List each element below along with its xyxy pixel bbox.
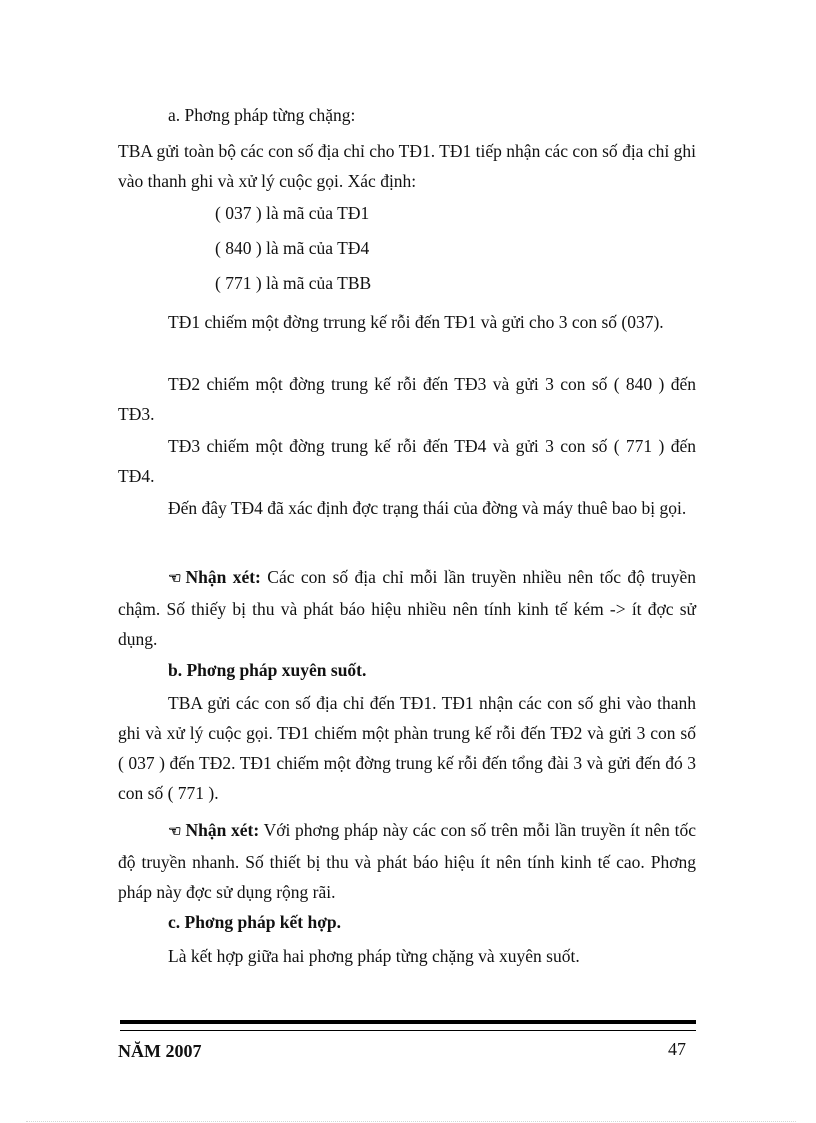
footer-rule-thick [120,1020,696,1024]
remark-1-text: Các con số địa chỉ mỗi lần truyền nhiều nên tốc độ truyền chậm. Số thiếy bị thu và phát báo hiệu nhiều nên tính kinh tế kém -> ít đợc sử dụng. [118,567,696,649]
remark-1 [118,562,696,654]
paragraph-7: Là kết hợp giữa hai phơng pháp từng chặng và xuyên suốt. [168,946,580,966]
heading-a: a. Phơng pháp từng chặng: [168,105,356,125]
paragraph-4: TĐ3 chiếm một đờng trung kế rỗi đến TĐ4 và gửi 3 con số ( 771 ) đến TĐ4. [118,436,696,486]
code-line-2: ( 840 ) là mã của TĐ4 [215,238,370,258]
paragraph-6: TBA gửi các con số địa chỉ đến TĐ1. TĐ1 nhận các con số ghi vào thanh ghi và xử lý cuộc gọi. TĐ1 chiếm một phàn trung kế rỗi đến TĐ2 và gửi 3 con số ( 037 ) đến TĐ2. TĐ1 chiếm một đờng trung kế rỗi đến tổng đài 3 và gửi đến đó 3 con số ( 771 ). [118,693,696,803]
paragraph-1: TBA gửi toàn bộ các con số địa chỉ cho TĐ1. TĐ1 tiếp nhận các con số địa chỉ ghi vào thanh ghi và xử lý cuộc gọi. Xác định: [118,141,696,191]
paragraph-5: Đến đây TĐ4 đã xác định đợc trạng thái của đờng và máy thuê bao bị gọi. [168,498,687,518]
footer-year: NĂM 2007 [118,1041,202,1061]
paragraph-2: TĐ1 chiếm một đờng trrung kế rỗi đến TĐ1 và gửi cho 3 con số (037). [168,312,664,332]
pointing-hand-icon: ☜ [168,571,182,587]
page-number: 47 [668,1039,686,1059]
paragraph-3: TĐ2 chiếm một đờng trung kế rỗi đến TĐ3 và gửi 3 con số ( 840 ) đến TĐ3. [118,374,696,424]
heading-c: c. Phơng pháp kết hợp. [168,912,342,932]
remark-2-label: Nhận xét: [185,820,260,840]
heading-b: b. Phơng pháp xuyên suốt. [168,660,367,680]
footer-rule-thin [120,1030,696,1031]
remark-2-text: Với phơng pháp này các con số trên mỗi lần truyền ít nên tốc độ truyền nhanh. Số thiết bị thu và phát báo hiệu ít nên tính kinh tế cao. Phơng pháp này đợc sử dụng rộng rãi. [118,820,697,902]
code-line-1: ( 037 ) là mã của TĐ1 [215,203,370,223]
remark-2 [118,815,696,907]
code-line-3: ( 771 ) là mã của TBB [215,273,372,293]
remark-1-label: Nhận xét: [185,567,261,587]
bottom-dotted-border [26,1121,796,1122]
pointing-hand-icon: ☜ [168,824,182,840]
